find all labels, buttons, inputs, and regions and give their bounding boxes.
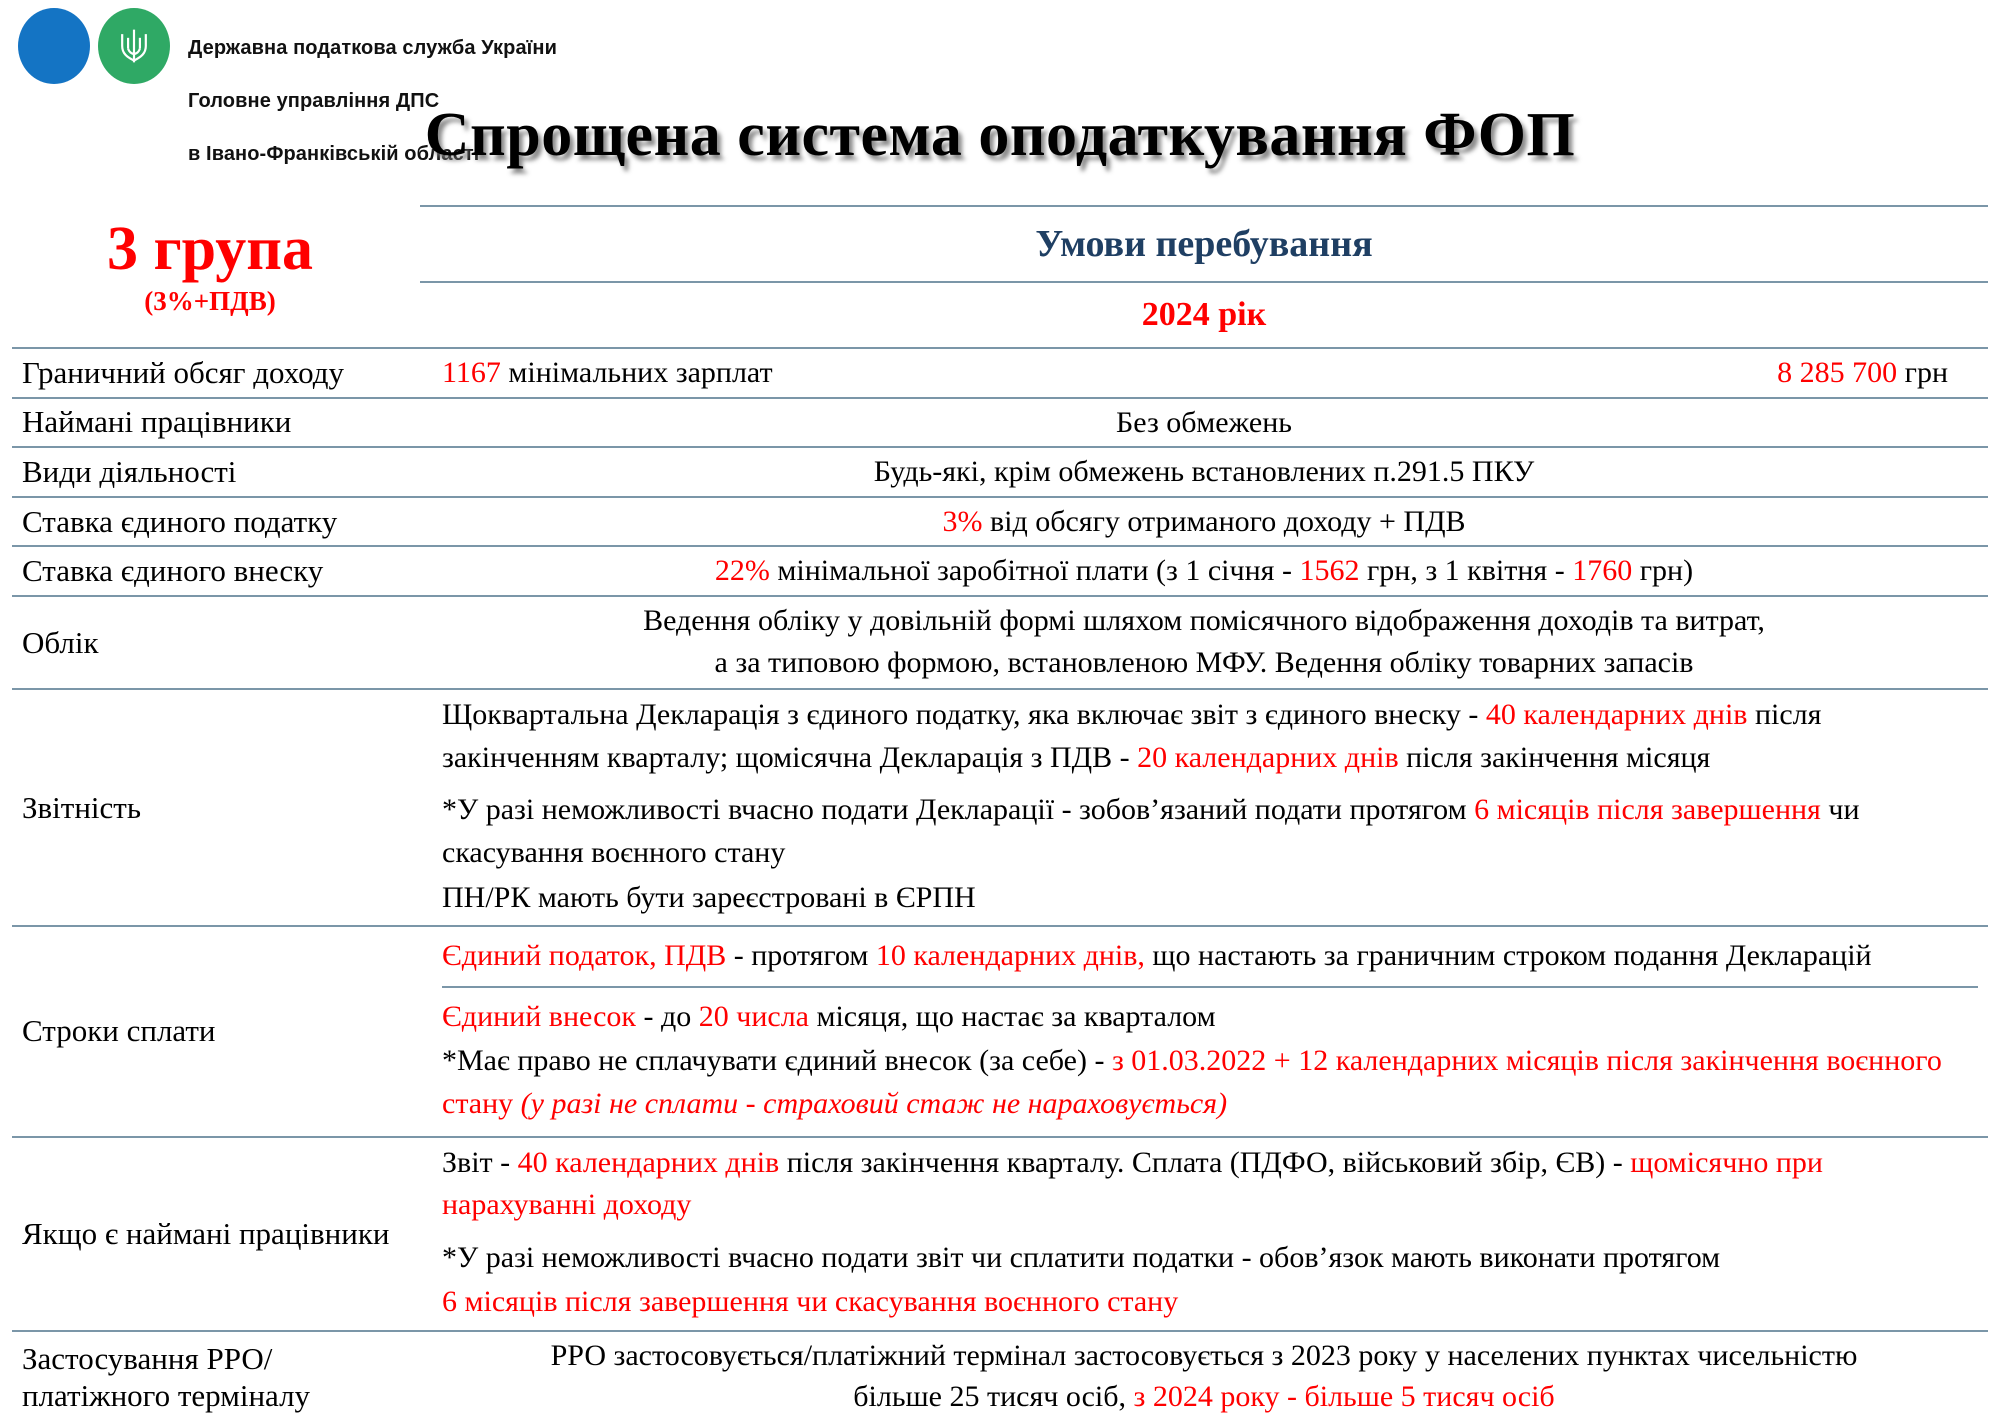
table-row (12, 546, 1988, 596)
reporting-para-3: ПН/РК мають бути зареєстровані в ЄРПН (442, 880, 976, 914)
esv-jan-amount: 1562 (1299, 554, 1360, 588)
employees-t1: Звіт - (442, 1145, 518, 1179)
employees-monthly: щомісячно при нарахуванні доходу (442, 1145, 1823, 1222)
employees-40-days: 40 календарних днів (517, 1145, 780, 1179)
row-value-with-employees (420, 1137, 1988, 1331)
reporting-t5: чи скасування воєнного стану (442, 793, 1860, 869)
row-value-accounting (420, 596, 1988, 689)
employees-para-1 (442, 1142, 1978, 1227)
reporting-20-days: 20 календарних днів (1137, 740, 1399, 774)
row-label-tax-rate: Ставка єдиного податку (12, 497, 420, 547)
trident-icon (117, 26, 151, 66)
row-label-activities: Види діяльності (12, 447, 420, 497)
row-label-esv-rate: Ставка єдиного внеску (12, 546, 420, 596)
payment-insurance-note: (у разі не сплати - страховий стаж не нараховується) (513, 1086, 1228, 1120)
payment-t2: що настають за граничним строком подання Декларацій (1144, 939, 1872, 973)
payment-single-tax-label: Єдиний податок, ПДВ (442, 939, 727, 973)
table-row (12, 447, 1988, 497)
group-name-text: 3 група (106, 215, 314, 283)
row-label-income-limit: Граничний обсяг доходу (12, 348, 420, 398)
payment-terms-block-2 (442, 986, 1978, 1136)
table-row (12, 1331, 1988, 1423)
esv-apr-amount: 1760 (1572, 554, 1633, 588)
table-year-row (12, 282, 1988, 348)
group-header-spacer (12, 206, 420, 282)
income-limit-minwages: 1167 (442, 356, 501, 389)
org-line-2: Головне управління ДПС (188, 90, 440, 113)
green-circle-icon (98, 8, 170, 84)
payment-terms-block-1 (442, 927, 1978, 986)
esv-percent: 22% (714, 554, 770, 588)
conditions-table (12, 205, 1988, 1423)
esv-text-2: грн, з 1 квітня - (1359, 554, 1573, 588)
payment-war-exemption: з 01.03.2022 + 12 календарних місяців після закінчення воєнного стану (442, 1044, 1942, 1120)
accounting-line-2: а за типовою формою, встановленою МФУ. Ведення обліку товарних запасів (714, 645, 1694, 679)
employees-t2: після закінчення кварталу. Сплата (ПДФО, військовий збір, ЄВ) - (779, 1145, 1631, 1179)
row-value-rro (420, 1331, 1988, 1423)
reporting-6-months: 6 місяців після завершення (1474, 793, 1821, 827)
reporting-para-2 (442, 789, 1978, 874)
table-header-year: 2024 рік (420, 282, 1988, 348)
payment-20th-day: 20 числа (698, 999, 809, 1033)
rro-line-2 (430, 1377, 1978, 1417)
reporting-t1: Щоквартальна Декларація з єдиного податку, яка включає звіт з єдиного внеску - (442, 698, 1486, 732)
payment-t5: *Має право не сплачувати єдиний внесок (за себе) - (442, 1044, 1112, 1078)
payment-esv-line (442, 996, 1978, 1039)
income-limit-uah: 8 285 700 (1777, 356, 1898, 389)
row-value-esv-rate (420, 546, 1988, 596)
table-row (12, 348, 1988, 398)
row-value-employees: Без обмежень (420, 398, 1988, 448)
reporting-para-1 (442, 694, 1978, 779)
table-row (12, 398, 1988, 448)
payment-esv-label: Єдиний внесок (442, 999, 636, 1033)
payment-10-days: 10 календарних днів, (875, 939, 1145, 973)
income-limit-minwages-unit: мінімальних зарплат (500, 356, 773, 389)
table-row (12, 497, 1988, 547)
row-label-accounting: Облік (12, 596, 420, 689)
table-header-row (12, 206, 1988, 282)
employees-para-2: *У разі неможливості вчасно подати звіт чи сплатити податки - обов’язок мають виконати протягом (442, 1240, 1721, 1274)
esv-text-3: грн) (1632, 554, 1694, 588)
row-value-activities: Будь-які, крім обмежень встановлених п.291.5 ПКУ (420, 447, 1988, 497)
tax-rate-percent: 3% (942, 504, 983, 538)
row-label-payment-terms: Строки сплати (12, 926, 420, 1136)
rro-line-1: РРО застосовується/платіжний термінал застосовується з 2023 року у населених пунктах чисельністю (550, 1338, 1858, 1372)
employees-6-months: 6 місяців після завершення чи скасування воєнного стану (442, 1285, 1179, 1319)
reporting-t2: після закінченням кварталу; щомісячна Декларація з ПДВ - (442, 698, 1822, 774)
row-label-employees: Наймані працівники (12, 398, 420, 448)
table-row (12, 596, 1988, 689)
row-label-with-employees: Якщо є наймані працівники (12, 1137, 420, 1331)
row-value-reporting (420, 689, 1988, 926)
page-title: Спрощена система оподаткування ФОП (424, 101, 1576, 169)
blue-circle-icon (18, 8, 90, 84)
org-line-3: в Івано-Франківській області (188, 142, 480, 165)
reporting-t4: *У разі неможливості вчасно подати Декларації - зобов’язаний подати протягом (442, 793, 1475, 827)
table-row (12, 1137, 1988, 1331)
table-row (12, 689, 1988, 926)
row-value-income-limit (420, 348, 1988, 398)
payment-esv-note (442, 1040, 1978, 1125)
tax-rate-desc: від обсягу отриманого доходу + ПДВ (982, 504, 1466, 538)
reporting-t3: після закінчення місяця (1398, 740, 1711, 774)
income-limit-left (430, 353, 773, 393)
rro-2024-rule: з 2024 року - більше 5 тисяч осіб (1133, 1380, 1555, 1414)
row-value-payment-terms (420, 926, 1988, 1136)
payment-t4: місяця, що настає за кварталом (808, 999, 1216, 1033)
row-value-tax-rate (420, 497, 1988, 547)
rro-t1: більше 25 тисяч осіб, (853, 1380, 1134, 1414)
payment-t3: - до (635, 999, 699, 1033)
payment-t1: - протягом (726, 939, 876, 973)
esv-text-1: мінімальної заробітної плати (з 1 січня - (769, 554, 1300, 588)
employees-para-3 (442, 1281, 1978, 1324)
group-rate-note: (3%+ПДВ) (144, 286, 276, 317)
accounting-line-1: Ведення обліку у довільній формі шляхом помісячного відображення доходів та витрат, (643, 603, 1765, 637)
table-row (12, 926, 1988, 1136)
org-line-1: Державна податкова служба України (188, 37, 557, 60)
logo-marks (18, 8, 170, 84)
income-limit-uah-unit: грн (1897, 356, 1948, 389)
row-label-reporting: Звітність (12, 689, 420, 926)
reporting-40-days: 40 календарних днів (1485, 698, 1748, 732)
income-limit-right (1777, 353, 1978, 393)
table-header-title: Умови перебування (420, 206, 1988, 282)
group-year-spacer (12, 282, 420, 348)
row-label-rro: Застосування РРО/ платіжного терміналу (12, 1331, 420, 1423)
